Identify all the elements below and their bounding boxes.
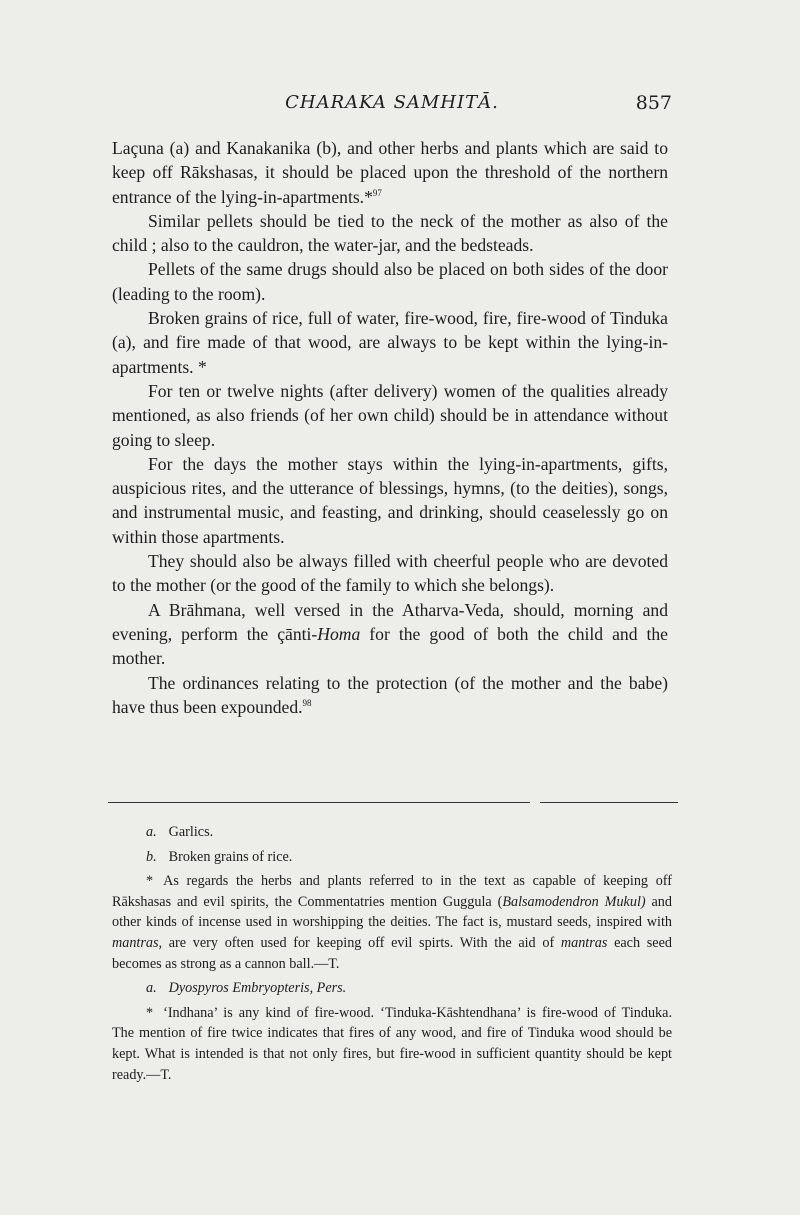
footnote-mark: a. [146,824,157,840]
paragraph: For ten or twelve nights (after delivery) women of the qualities already mentioned, as also friends (of her own child) should be in attendance without going to sleep. [112,380,668,450]
paragraph: The ordinances relating to the protection (of the mother and the babe) have thus been expounded.$^{98}$ [112,672,668,717]
footnote: * As regards the herbs and plants referred to in the text as capable of keeping off Rākshasas and evil spirits, the Commentatries mention Guggula (Balsamodendron Mukul) and other kinds of incense used in worshipping the deities. The fact is, mustard seeds, inspired with mantras, are very often used for keeping off evil spirts. With the aid of mantras each seed becomes as strong as a cannon ball.—T. [112,873,672,972]
paragraph: Pellets of the same drugs should also be placed on both sides of the door (leading to the room). [112,259,668,304]
footnote: * ‘Indhana’ is any kind of fire-wood. ‘Tinduka-Kāshtendhana’ is fire-wood of Tinduka. The mention of fire twice indicates that fires of any wood, and fire of Tinduka wood should be kept. What is intended is that not only fires, but fire-wood in sufficient quantity should be kept ready.—T. [112,1004,672,1083]
footnote-divider [108,802,530,803]
footnote: a. Dyospyros Embryopteris, Pers. [146,980,347,997]
note-ref: 98 [302,697,312,708]
paragraph: Broken grains of rice, full of water, fire-wood, fire, fire-wood of Tinduka (a), and fire made of that wood, are always to be kept within the lying-in-apartments. * [112,308,668,377]
running-title: CHARAKA SAMHITĀ. [285,92,499,113]
footnote: a. Garlics. [146,824,214,840]
footnote-mark: a. [146,980,157,997]
footnote-mark: b. [146,848,157,865]
footnote: b. Broken grains of rice. [146,848,293,865]
paragraph: For the days the mother stays within the lying-in-apartments, gifts, auspicious rites, and the utterance of blessings, hymns, (to the deities), songs, and instrumental music, and feasting, and drinking, should ceaselessly go on within those apartments. [112,453,668,547]
footnote-divider [540,802,678,803]
footnote-mark: * [146,1004,154,1021]
footnotes [112,822,672,1089]
page-header [112,92,672,118]
paragraph: Similar pellets should be tied to the neck of the mother as also of the child ; also to the cauldron, the water-jar, and the bedsteads. [112,210,668,256]
paragraph: They should also be always filled with cheerful people who are devoted to the mother (or the good of the family to which she belongs). [112,551,668,596]
main-text [112,136,668,719]
paragraph: A Brāhmana, well versed in the Atharva-Veda, should, morning and evening, perform the çānti-Homa for the good of both the child and the mother. [112,599,668,669]
page-number: 857 [635,92,672,114]
paragraph: Laçuna (a) and Kanakanika (b), and other herbs and plants which are said to keep off Rākshasas, it should be placed upon the threshold of the northern entrance of the lying-in-apartments.*$^{97}$ [112,138,668,207]
note-ref: 97 [372,187,382,198]
footnote-mark: * [146,873,154,890]
